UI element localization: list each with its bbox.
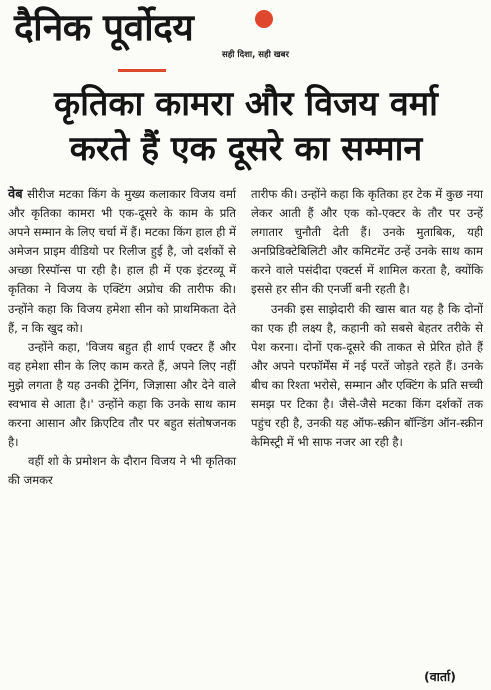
newspaper-logo: दैनिक पूर्वोदय — [14, 6, 194, 49]
article-column-left — [8, 185, 236, 491]
newspaper-tagline: सही दिशा, सही खबर — [222, 50, 290, 60]
lead-word: वेब — [8, 187, 23, 202]
masthead — [0, 0, 491, 80]
paragraph-text: सीरीज मटका किंग के मुख्य कलाकार विजय वर्मा और कृतिका कामरा भी एक-दूसरे के काम के प्रति अपने सम्मान के लिए चर्चा में हैं। मटका किंग हाल ही में अमेजन प्राइम वीडियो पर रिलीज हुई है, जो दर्शकों से अच्छा रिस्पॉन्स पा रही है। हाल ही में एक इंटरव्यू में कृतिका ने विजय के एक्टिंग अप्रोच की तारीफ की। उन्होंने कहा कि विजय हमेशा सीन को प्राथमिकता देते हैं, न कि खुद को। — [8, 187, 236, 335]
article-column-right — [251, 185, 483, 452]
headline-line-2: करते हैं एक दूसरे का सम्मान — [69, 129, 423, 169]
masthead-rule — [118, 69, 166, 72]
article-paragraph-4: तारीफ की। उन्होंने कहा कि कृतिका हर टेक में कुछ नया लेकर आती हैं और एक को-एक्टर के तौर पर उन्हें लगातार चुनौती देती हैं। उनके मुताबिक, यही अनप्रिडिक्टेबिलिटी और कमिटमेंट उन्हें उनके साथ काम करने वाले पसंदीदा एक्टर्स में शामिल करता है, क्योंकि इससे हर सीन की एनर्जी बनी रहती है। — [251, 187, 483, 297]
article-headline — [12, 82, 480, 172]
article-paragraph-5: उनकी इस साझेदारी की खास बात यह है कि दोनों का एक ही लक्ष्य है, कहानी को सबसे बेहतर तरीके से पेश करना। दोनों एक-दूसरे की ताकत से प्रेरित होते हैं और अपने परफॉर्मेंस में नई परतें जोड़ते रहते हैं। उनके बीच का रिश्ता भरोसे, सम्मान और एक्टिंग के प्रति सच्ची समझ पर टिका है। जैसे-जैसे मटका किंग दर्शकों तक पहुंच रही है, उनकी यह ऑफ-स्क्रीन बॉन्डिंग ऑन-स्क्रीन केमिस्ट्री में भी साफ नजर आ रही है। — [251, 301, 483, 450]
article-paragraph-1 — [8, 185, 236, 338]
article-paragraph-2: उन्होंने कहा, 'विजय बहुत ही शार्प एक्टर हैं और वह हमेशा सीन के लिए काम करते हैं, अपने लिए नहीं मुझे लगता है यह उनकी ट्रेनिंग, जिज्ञासा और देने वाले स्वभाव से आता है।' उन्होंने कहा कि उनके साथ काम करना आसान और क्रिएटिव तौर पर बहुत संतोषजनक है। — [8, 339, 236, 450]
logo-sun-icon — [255, 10, 273, 28]
news-source: (वार्ता) — [424, 669, 456, 684]
article-paragraph-3: वहीं शो के प्रमोशन के दौरान विजय ने भी कृतिका की जमकर — [8, 454, 236, 488]
headline-line-1: कृतिका कामरा और विजय वर्मा — [54, 84, 438, 124]
